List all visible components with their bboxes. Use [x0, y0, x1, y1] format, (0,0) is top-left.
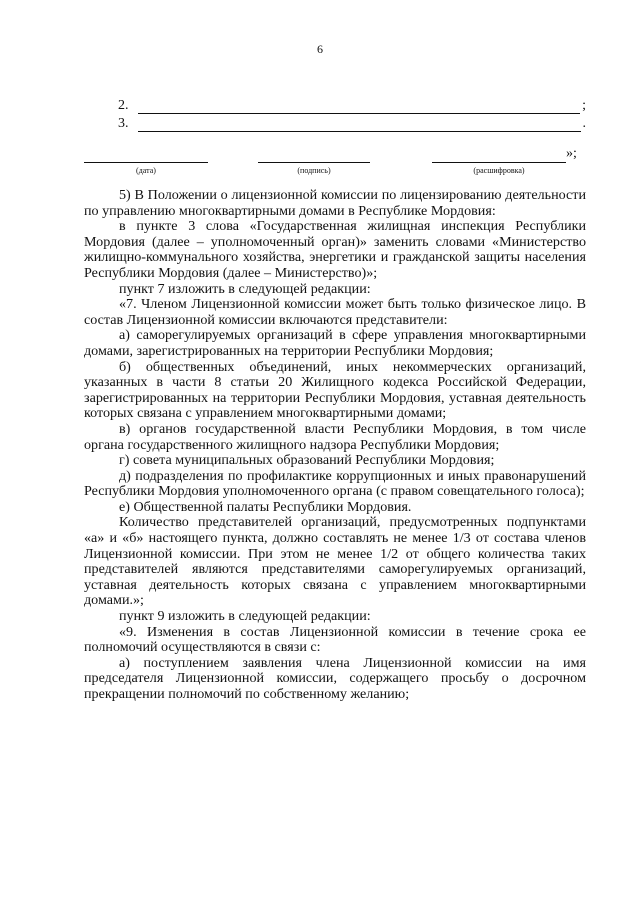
list-number: 3. [118, 116, 129, 131]
list-line-3 [118, 116, 586, 132]
paragraph: е) Общественной палаты Республики Мордовия. [119, 498, 412, 515]
paragraph: а) поступлением заявления члена Лицензионной комиссии на имя председателя Лицензионной комиссии, содержащего просьбу о досрочном прекращении полномочий по собственному желанию; [84, 654, 586, 702]
date-caption: (дата) [136, 166, 156, 175]
paragraph: г) совета муниципальных образований Республики Мордовия; [119, 452, 495, 469]
document-body [84, 188, 586, 703]
paragraph: а) саморегулируемых организаций в сфере управления многоквартирными домами, зарегистрированных на территории Республики Мордовия; [84, 327, 586, 359]
paragraph: б) общественных объединений, иных некоммерческих организаций, указанных в части 8 статьи 20 Жилищного кодекса Российской Федерации, зарегистрированных на территории Республики Мордовия, уставная деятельность которых связана с управлением многоквартирными домами; [84, 358, 586, 422]
paragraph: пункт 9 изложить в следующей редакции: [119, 608, 371, 625]
paragraph: «7. Членом Лицензионной комиссии может быть только физическое лицо. В состав Лицензионной комиссии включаются представители: [84, 296, 586, 328]
paragraph: в пункте 3 слова «Государственная жилищная инспекция Республики Мордовия (далее – уполномоченный орган)» заменить словами «Министерство жилищно-коммунального хозяйства, энергетики и гражданской защиты населения Республики Мордовия (далее – Министерство)»; [84, 218, 586, 281]
signature-line [258, 150, 370, 163]
end-mark: »; [566, 146, 577, 161]
fill-line [138, 120, 581, 132]
paragraph: д) подразделения по профилактике коррупционных и иных правонарушений Республики Мордовия уполномоченного органа (с правом совещательного голоса); [84, 467, 586, 500]
decoding-line [432, 150, 566, 163]
date-line [84, 150, 208, 163]
decoding-caption: (расшифровка) [473, 166, 525, 175]
paragraph: 5) В Положении о лицензионной комиссии по лицензированию деятельности по управлению многоквартирными домами в Республике Мордовия: [84, 187, 586, 219]
paragraph: пункт 7 изложить в следующей редакции: [119, 280, 371, 297]
paragraph: Количество представителей организаций, предусмотренных подпунктами «а» и «б» настоящего пункта, должно составлять не менее 1/3 от состава членов Лицензионной комиссии. При этом не менее 1/2 от общего количества таких представителей являются представителями саморегулируемых организаций, уставная деятельность которых связана с управлением многоквартирными домами.»; [84, 514, 586, 609]
fill-line [138, 102, 580, 114]
list-number: 2. [118, 98, 129, 113]
page-number: 6 [317, 42, 323, 56]
list-end-mark: . [582, 116, 586, 131]
paragraph: в) органов государственной власти Республики Мордовия, в том числе органа государственного жилищного надзора Республики Мордовия; [84, 420, 586, 453]
signature-caption: (подпись) [297, 166, 331, 175]
paragraph: «9. Изменения в состав Лицензионной комиссии в течение срока ее полномочий осуществляются в связи с: [84, 623, 586, 656]
list-end-mark: ; [582, 98, 586, 113]
list-line-2 [118, 98, 586, 114]
